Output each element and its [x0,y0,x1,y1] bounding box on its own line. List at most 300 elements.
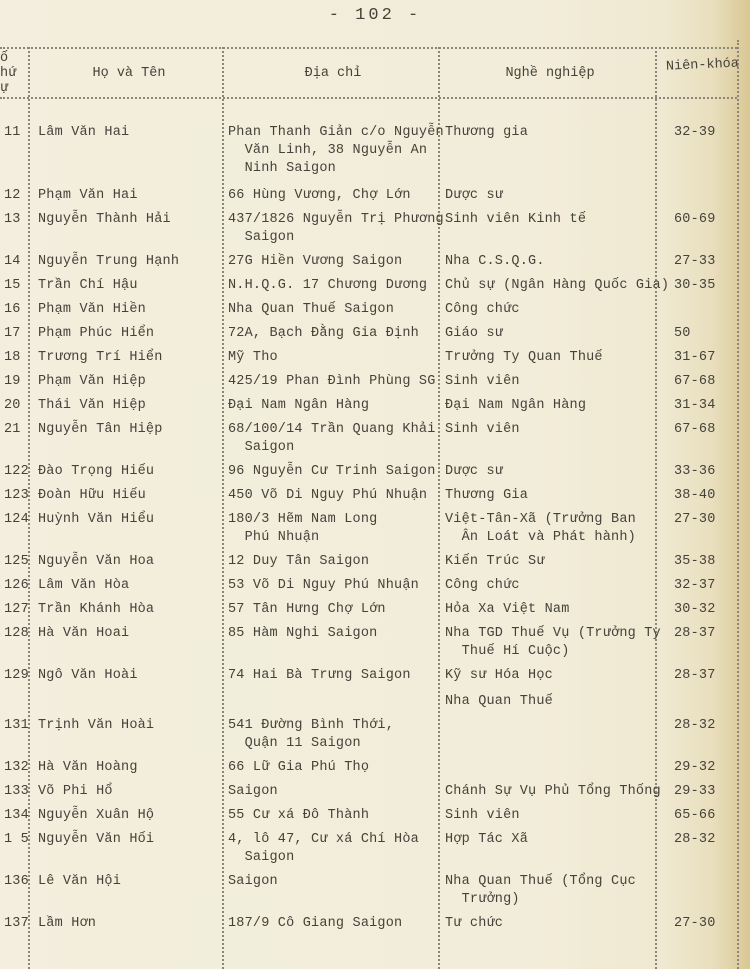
row-years-line: 33-36 [674,464,716,479]
row-occupation-line: Ân Loát và Phát hành) [445,530,636,545]
header-occupation: Nghề nghiệp [505,66,595,81]
row-address-line: 96 Nguyễn Cư Trinh Saigon [228,464,436,479]
row-years [673,553,750,571]
row-address-line: 53 Võ Di Nguy Phú Nhuận [228,578,419,593]
row-occupation [445,783,673,801]
row-years [673,717,750,753]
row-years [673,421,750,457]
header-number [0,51,26,96]
row-occupation-line: Kỹ sư Hóa Học [445,668,553,683]
row-address [228,873,445,909]
row-years-line: 32-37 [674,578,716,593]
row-address [228,667,445,711]
row-number [0,253,36,271]
table-row [0,873,750,909]
row-address [228,601,445,619]
row-name [36,211,228,247]
row-occupation [445,717,673,753]
row-name [36,577,228,595]
row-occupation-line [445,759,673,777]
row-name-line: Phạm Văn Hiền [38,302,146,317]
row-occupation [445,277,673,295]
row-occupation [445,915,673,933]
row-number-line: 129 [4,668,29,683]
row-years [673,397,750,415]
table-row [0,349,750,367]
row-number-line: 128 [4,626,29,641]
row-name [36,373,228,391]
row-occupation-line: Nha Quan Thuế (Tổng Cục [445,874,636,889]
row-address [228,277,445,295]
row-address [228,783,445,801]
row-name-line: Nguyễn Trung Hạnh [38,254,180,269]
table-row [0,277,750,295]
row-occupation-line: Thương Gia [445,488,529,503]
row-address-line: N.H.Q.G. 17 Chương Dương [228,278,428,293]
row-name-line: Lâm Văn Hòa [38,578,130,593]
row-years-line: 31-34 [674,398,716,413]
row-name-line: Trương Trí Hiển [38,350,163,365]
row-years-line [674,187,750,195]
row-number [0,487,36,505]
row-name [36,253,228,271]
row-occupation [445,625,673,661]
row-number-line: 124 [4,512,29,527]
row-address [228,301,445,319]
row-number-line: 137 [4,916,29,931]
row-name [36,807,228,825]
row-address [228,487,445,505]
row-occupation [445,577,673,595]
row-number [0,511,36,547]
row-address-line: 66 Hùng Vương, Chợ Lớn [228,188,411,203]
table-row [0,511,750,547]
row-name-line: Ngô Văn Hoài [38,668,138,683]
table-top-rule [0,47,737,49]
row-occupation-line: Dược sư [445,188,504,203]
row-years-line: 60-69 [674,212,716,227]
row-occupation-line: Công chức [445,302,520,317]
row-occupation-line: Trưởng Ty Quan Thuế [445,350,603,365]
table-row [0,601,750,619]
row-occupation [445,601,673,619]
row-number-line: 11 [4,125,21,140]
row-occupation-line: Chánh Sự Vụ Phủ Tổng Thống [445,784,661,799]
row-number [0,625,36,661]
row-years-line: 30-32 [674,602,716,617]
row-address [228,511,445,547]
table-row [0,625,750,661]
row-address [228,124,445,178]
row-number [0,397,36,415]
row-occupation [445,831,673,867]
row-address-line: Đại Nam Ngân Hàng [228,398,370,413]
row-number [0,325,36,343]
row-occupation-line: Đại Nam Ngân Hàng [445,398,587,413]
row-address-line: Quận 11 Saigon [228,736,361,751]
row-occupation [445,553,673,571]
row-years [673,211,750,247]
row-name-line: Hà Văn Hoàng [38,760,138,775]
row-years-line: 30-35 [674,278,716,293]
header-number-line: ố [0,51,9,66]
row-name-line: Hà Văn Hoai [38,626,130,641]
row-occupation [445,807,673,825]
row-name [36,667,228,711]
row-years [673,511,750,547]
row-occupation-line: Tư chức [445,916,504,931]
row-years [673,277,750,295]
row-name [36,601,228,619]
row-address [228,253,445,271]
row-occupation [445,463,673,481]
table-row [0,487,750,505]
row-years-line: 28-32 [674,718,716,733]
row-number-line: 17 [4,326,21,341]
table-row [0,783,750,801]
row-number-line: 15 [4,278,21,293]
row-address-line: Phú Nhuận [228,530,320,545]
row-years-line: 38-40 [674,488,716,503]
row-name-line: Lầm Hơn [38,916,97,931]
row-number [0,783,36,801]
row-number [0,211,36,247]
row-occupation-line: Việt-Tân-Xã (Trưởng Ban [445,512,636,527]
row-name-line: Lâm Văn Hai [38,125,130,140]
row-number [0,831,36,867]
row-years [673,463,750,481]
table-row [0,421,750,457]
row-address-line: 450 Võ Di Nguy Phú Nhuận [228,488,428,503]
row-address-line: 4, lô 47, Cư xá Chí Hòa [228,832,419,847]
row-years-line: 28-32 [674,832,716,847]
row-address-line: 437/1826 Nguyễn Trị Phương [228,212,444,227]
table-row [0,187,750,205]
table-row [0,915,750,933]
table-row [0,717,750,753]
header-address: Địa chỉ [304,66,362,81]
row-occupation-line: Sinh viên Kinh tế [445,212,587,227]
row-occupation [445,373,673,391]
row-number [0,349,36,367]
header-number-line: ự [0,81,9,96]
row-address [228,211,445,247]
row-number [0,421,36,457]
row-number [0,759,36,777]
row-number-line: 136 [4,874,29,889]
row-occupation-line: Kiến Trúc Sư [445,554,545,569]
row-occupation-line: Sinh viên [445,422,520,437]
row-number [0,807,36,825]
row-address-line: Văn Linh, 38 Nguyễn An [228,143,428,158]
row-address [228,421,445,457]
row-occupation [445,487,673,505]
row-name-line: Đoàn Hữu Hiếu [38,488,146,503]
row-number [0,577,36,595]
row-address [228,187,445,205]
row-address-line: Saigon [228,230,295,245]
row-address [228,717,445,753]
row-name [36,831,228,867]
row-years [673,349,750,367]
row-number-line: 125 [4,554,29,569]
row-address-line: Saigon [228,850,295,865]
row-address-line: 72A, Bạch Đằng Gia Định [228,326,419,341]
table-row [0,667,750,711]
row-address-line: Phan Thanh Giản c/o Nguyễn [228,125,444,140]
row-years [673,667,750,711]
row-occupation-line: Nha Quan Thuế [445,694,553,709]
row-years [673,783,750,801]
row-name-line: Trịnh Văn Hoài [38,718,155,733]
row-occupation [445,187,673,205]
row-address-line: 85 Hàm Nghi Saigon [228,626,378,641]
table-row [0,807,750,825]
row-name [36,511,228,547]
row-occupation [445,301,673,319]
row-name [36,187,228,205]
row-name-line: Trần Khánh Hòa [38,602,155,617]
row-years-line: 27-30 [674,512,716,527]
row-number-line: 20 [4,398,21,413]
row-name-line: Nguyễn Tân Hiệp [38,422,163,437]
row-years-line: 50 [674,326,691,341]
row-number-line: 14 [4,254,21,269]
row-address-line: 57 Tân Hưng Chợ Lớn [228,602,386,617]
row-occupation-line: Thuế Hí Cuộc) [445,644,570,659]
row-address [228,463,445,481]
row-years [673,253,750,271]
row-years [673,873,750,909]
row-number-line: 122 [4,464,29,479]
row-name [36,717,228,753]
row-occupation-line: Trưởng) [445,892,520,907]
row-name-line: Phạm Văn Hiệp [38,374,146,389]
row-number-line: 126 [4,578,29,593]
table-body [0,124,750,939]
row-occupation-line: Giáo sư [445,326,504,341]
row-years-line: 35-38 [674,554,716,569]
row-years-line: 65-66 [674,808,716,823]
row-number-line: 133 [4,784,29,799]
header-name: Họ và Tên [92,66,166,81]
row-occupation-line: Sinh viên [445,374,520,389]
row-address-line: 180/3 Hẽm Nam Long [228,512,378,527]
row-occupation [445,511,673,547]
row-number-line: 21 [4,422,21,437]
row-occupation-line: Hợp Tác Xã [445,832,529,847]
row-occupation [445,211,673,247]
row-years [673,759,750,777]
row-name [36,397,228,415]
row-years-line: 27-33 [674,254,716,269]
row-name [36,124,228,178]
row-occupation [445,349,673,367]
row-address [228,625,445,661]
row-occupation [445,759,673,777]
row-number-line: 123 [4,488,29,503]
row-occupation [445,421,673,457]
row-number [0,873,36,909]
row-occupation-line [445,685,673,693]
row-name-line: Nguyễn Văn Hoa [38,554,155,569]
row-number [0,667,36,711]
row-address-line: 12 Duy Tân Saigon [228,554,370,569]
row-address [228,553,445,571]
row-number-line: 131 [4,718,29,733]
row-address [228,915,445,933]
row-name-line: Nguyễn Văn Hối [38,832,155,847]
row-number [0,553,36,571]
row-occupation [445,124,673,178]
row-number [0,124,36,178]
row-address [228,759,445,777]
row-address-line: Saigon [228,784,278,799]
row-address-line: 66 Lữ Gia Phú Thọ [228,760,370,775]
row-name-line: Võ Phi Hổ [38,784,113,799]
row-address-line: Saigon [228,440,295,455]
row-name [36,325,228,343]
table-row [0,831,750,867]
row-address-line: Ninh Saigon [228,161,336,176]
row-number-line: 19 [4,374,21,389]
row-occupation [445,873,673,909]
row-occupation [445,325,673,343]
table-row [0,577,750,595]
row-name-line: Trần Chí Hậu [38,278,138,293]
row-occupation-line: Chủ sự (Ngân Hàng Quốc Gia) [445,278,670,293]
row-years-line: 27-30 [674,916,716,931]
row-name [36,487,228,505]
row-address-line: 68/100/14 Trần Quang Khải [228,422,436,437]
row-years [673,373,750,391]
row-number-line: 16 [4,302,21,317]
row-years-line [674,301,750,309]
row-number [0,187,36,205]
row-address-line: 541 Đường Bình Thới, [228,718,395,733]
row-address-line: 27G Hiền Vương Saigon [228,254,403,269]
row-number-line: 12 [4,188,21,203]
row-name [36,783,228,801]
row-years-line [674,873,750,881]
row-occupation-line [445,717,673,735]
row-occupation-line: Công chức [445,578,520,593]
row-number-line: 1 5 [4,832,29,847]
row-years [673,124,750,178]
row-address-line: Nha Quan Thuế Saigon [228,302,395,317]
row-name [36,421,228,457]
row-years [673,301,750,319]
row-number [0,463,36,481]
row-name-line: Nguyễn Thành Hải [38,212,171,227]
row-address [228,325,445,343]
row-address-line: 74 Hai Bà Trưng Saigon [228,668,411,683]
table-row [0,211,750,247]
row-address-line: Mỹ Tho [228,350,278,365]
row-number-line: 132 [4,760,29,775]
row-occupation [445,667,673,711]
row-address [228,577,445,595]
row-occupation-line: Nha C.S.Q.G. [445,254,545,269]
row-years [673,915,750,933]
row-occupation [445,253,673,271]
row-number [0,301,36,319]
row-occupation-line: Hỏa Xa Việt Nam [445,602,570,617]
row-address-line: 55 Cư xá Đô Thành [228,808,370,823]
row-address [228,373,445,391]
row-years [673,487,750,505]
row-years-line: 31-67 [674,350,716,365]
row-number-line: 134 [4,808,29,823]
row-years [673,187,750,205]
row-number-line: 127 [4,602,29,617]
row-years [673,577,750,595]
row-years-line: 28-37 [674,668,716,683]
row-occupation [445,397,673,415]
row-years [673,807,750,825]
row-name-line: Nguyễn Xuân Hộ [38,808,155,823]
row-name-line: Lê Văn Hội [38,874,122,889]
row-years [673,325,750,343]
row-name [36,553,228,571]
row-name-line: Huỳnh Văn Hiểu [38,512,155,527]
table-row [0,759,750,777]
row-name [36,463,228,481]
table-row [0,253,750,271]
row-occupation-line: Sinh viên [445,808,520,823]
page-number: - 102 - [328,6,422,25]
table-row [0,373,750,391]
row-name [36,759,228,777]
row-years-line: 67-68 [674,374,716,389]
row-name [36,301,228,319]
row-years [673,625,750,661]
row-number [0,915,36,933]
row-occupation-line: Dược sư [445,464,504,479]
row-name-line: Thái Văn Hiệp [38,398,146,413]
row-number-line: 18 [4,350,21,365]
row-address-line: Saigon [228,874,278,889]
row-address-line: 187/9 Cô Giang Saigon [228,916,403,931]
table-row [0,463,750,481]
row-years [673,601,750,619]
table-row [0,553,750,571]
row-name [36,349,228,367]
row-number [0,373,36,391]
header-bottom-rule [0,97,737,99]
row-name-line: Đào Trọng Hiếu [38,464,155,479]
row-years [673,831,750,867]
row-number [0,717,36,753]
row-occupation-line: Nha TGD Thuế Vụ (Trưởng Ty [445,626,661,641]
table-row [0,397,750,415]
row-name [36,277,228,295]
row-name-line: Phạm Phúc Hiển [38,326,155,341]
row-years-line: 29-33 [674,784,716,799]
row-name [36,625,228,661]
row-years-line: 28-37 [674,626,716,641]
row-number [0,601,36,619]
row-occupation-line: Thương gia [445,125,529,140]
row-years-line: 32-39 [674,125,716,140]
row-address-line: 425/19 Phan Đình Phùng SG [228,374,436,389]
row-name [36,873,228,909]
table-row [0,301,750,319]
row-address [228,397,445,415]
row-years-line: 67-68 [674,422,716,437]
header-years: Niên-khóa [665,56,740,75]
row-address [228,831,445,867]
